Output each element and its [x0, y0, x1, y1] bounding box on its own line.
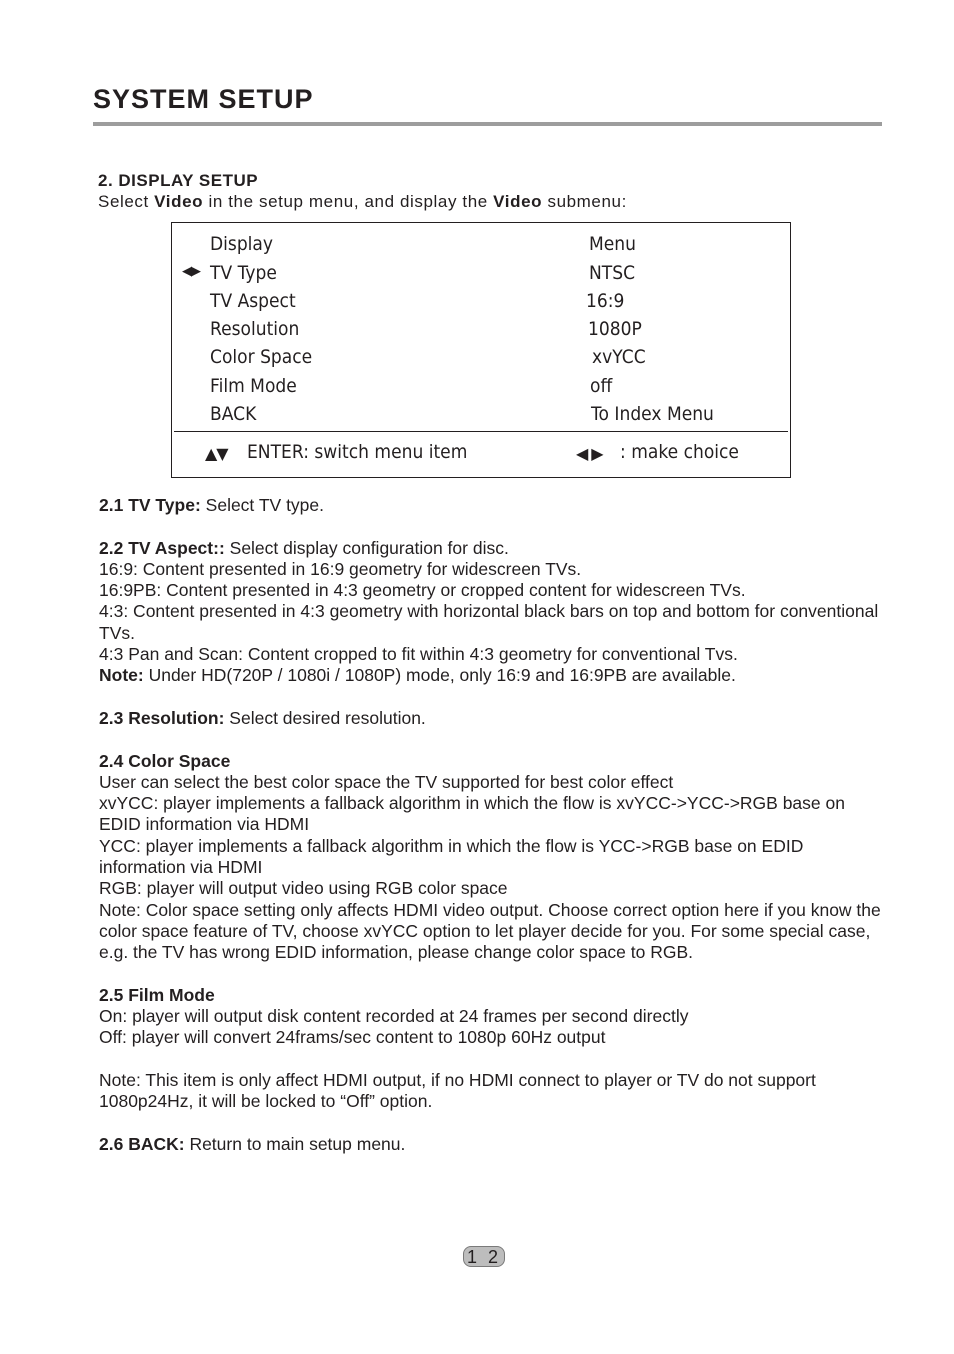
film-mode-heading	[99, 985, 889, 1006]
resolution-heading: 2.3 Resolution:	[99, 707, 225, 728]
tv-type-text: Select TV type.	[200, 495, 325, 515]
menu-label: TV Aspect	[210, 290, 296, 312]
title-divider	[93, 122, 882, 126]
intro-text-3: submenu:	[542, 192, 627, 211]
page-number: 1 2	[463, 1246, 505, 1267]
menu-value: off	[590, 375, 613, 397]
back-paragraph	[99, 1134, 889, 1155]
menu-label: Film Mode	[210, 375, 297, 397]
video-menu-box	[171, 222, 791, 478]
menu-row-resolution	[172, 318, 790, 346]
back-text: Return to main setup menu.	[184, 1133, 406, 1154]
menu-row-film-mode	[172, 375, 790, 403]
color-space-line: RGB: player will output video using RGB color space	[99, 878, 508, 899]
intro-text-2: in the setup menu, and display the	[203, 192, 494, 211]
footer-choice-hint: : make choice	[620, 441, 739, 463]
aspect-note-text: Under HD(720P / 1080i / 1080P) mode, only 16:9 and 16:9PB are available.	[143, 665, 736, 686]
aspect-line: 4:3 Pan and Scan: Content cropped to fit within 4:3 geometry for conventional Tvs.	[99, 644, 738, 665]
intro-bold-video-2: Video	[493, 192, 543, 211]
menu-label: BACK	[210, 403, 257, 425]
color-space-line: User can select the best color space the TV supported for best color effect	[99, 771, 674, 792]
menu-label: Resolution	[210, 318, 300, 340]
menu-row-color-space	[172, 346, 790, 374]
menu-value: Menu	[589, 233, 636, 255]
menu-row-tv-aspect	[172, 290, 790, 318]
film-mode-line: On: player will output disk content recorded at 24 frames per second directly	[99, 1006, 689, 1027]
left-right-arrows-icon: ◀▶	[182, 264, 200, 279]
page-title: SYSTEM SETUP	[93, 84, 314, 114]
back-heading: 2.6 BACK:	[99, 1133, 185, 1154]
footer-enter-hint: ENTER: switch menu item	[247, 441, 468, 463]
intro-bold-video-1: Video	[154, 192, 204, 211]
intro-text-1: Select	[98, 192, 155, 211]
tv-type-paragraph	[99, 495, 889, 516]
aspect-line: 4:3: Content presented in 4:3 geometry with horizontal black bars on top and bottom for conventional TVs.	[99, 601, 879, 643]
menu-value: NTSC	[589, 262, 636, 284]
tv-aspect-paragraph	[99, 538, 889, 559]
menu-value: 16:9	[586, 290, 625, 312]
resolution-paragraph	[99, 708, 889, 729]
menu-label: Color Space	[210, 346, 313, 368]
menu-row-back	[172, 403, 790, 431]
menu-label: Display	[210, 233, 274, 255]
up-down-arrows-icon: ▲▼	[205, 444, 228, 463]
section-intro	[98, 192, 627, 212]
film-mode-line: Off: player will convert 24frams/sec content to 1080p 60Hz output	[99, 1027, 606, 1048]
menu-row-tv-type	[172, 262, 790, 290]
menu-value: To Index Menu	[591, 403, 714, 425]
tv-aspect-text: Select display configuration for disc.	[224, 537, 509, 558]
aspect-note-title: Note:	[99, 665, 144, 686]
menu-label: TV Type	[210, 262, 277, 284]
menu-divider	[174, 431, 788, 432]
aspect-note	[99, 665, 889, 686]
aspect-line: 16:9: Content presented in 16:9 geometry for widescreen TVs.	[99, 558, 582, 579]
section-heading: 2. DISPLAY SETUP	[98, 171, 259, 190]
color-space-line: YCC: player implements a fallback algorithm in which the flow is YCC->RGB base on EDID information via HDMI	[99, 835, 804, 878]
aspect-line: 16:9PB: Content presented in 4:3 geometry or cropped content for widescreen TVs.	[99, 580, 746, 601]
color-space-title: 2.4 Color Space	[99, 750, 231, 771]
film-mode-note: Note: This item is only affect HDMI output, if no HDMI connect to player or TV do not support 1080p24Hz, it will be locked to “Off” option.	[99, 1070, 816, 1112]
film-mode-title: 2.5 Film Mode	[99, 984, 215, 1005]
menu-row-display	[172, 233, 790, 261]
menu-footer	[172, 441, 790, 471]
color-space-note: Note: Color space setting only affects HDMI video output. Choose correct option here if you know the color space feature of TV, choose xvYCC option to let player decide for you. For some special case, e.g. the TV has wrong EDID information, please change color space to RGB.	[99, 899, 881, 963]
menu-value: xvYCC	[592, 346, 646, 368]
menu-value: 1080P	[588, 318, 642, 340]
color-space-line: xvYCC: player implements a fallback algorithm in which the flow is xvYCC->YCC->RGB base on EDID information via HDMI	[99, 793, 845, 835]
resolution-text: Select desired resolution.	[224, 707, 426, 728]
tv-type-heading: 2.1 TV Type:	[99, 495, 201, 515]
color-space-heading	[99, 751, 889, 772]
left-right-triangles-icon: ◀▶	[576, 444, 607, 463]
tv-aspect-heading: 2.2 TV Aspect::	[99, 537, 225, 558]
body-content	[99, 495, 889, 1155]
